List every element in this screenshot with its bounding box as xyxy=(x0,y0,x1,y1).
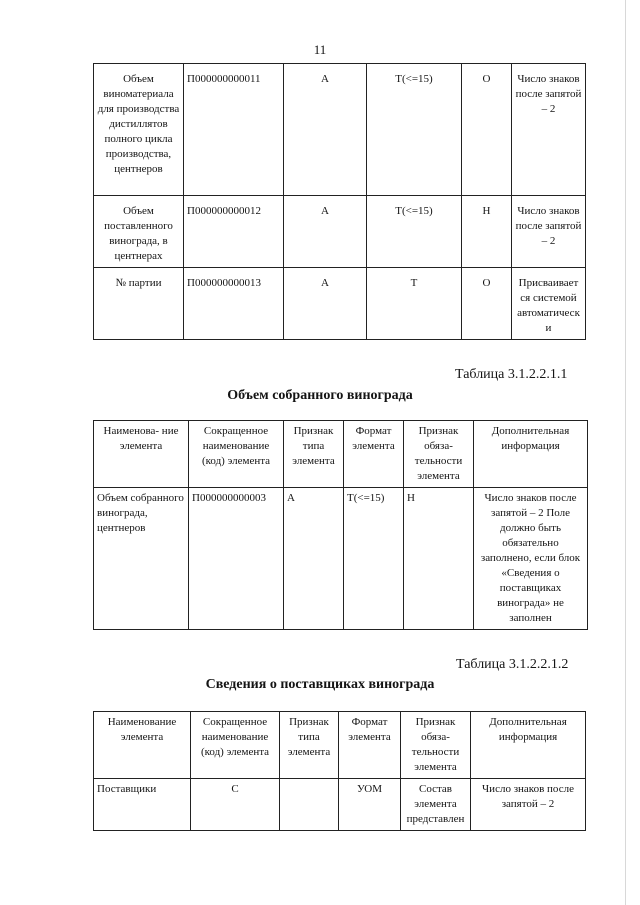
header-cell: Признак типа элемента xyxy=(280,712,339,779)
table-row xyxy=(94,488,588,630)
element-name-cell: № партии xyxy=(94,268,184,340)
element-required-cell: О xyxy=(462,64,512,196)
table-row xyxy=(94,64,586,196)
element-name-cell: Объем виноматериала для производства дистиллятов полного цикла производства, центнеров xyxy=(94,64,184,196)
element-info-cell: Присваивает ся системой автоматическ и xyxy=(512,268,586,340)
element-info-cell: Число знаков после запятой – 2 xyxy=(471,779,586,831)
element-type-cell: А xyxy=(284,64,367,196)
element-required-cell: Состав элемента представлен xyxy=(401,779,471,831)
grape-suppliers-table xyxy=(93,711,586,831)
element-format-cell: Т(<=15) xyxy=(344,488,404,630)
element-info-cell: Число знаков после запятой – 2 xyxy=(512,196,586,268)
table-caption: Таблица 3.1.2.2.1.2 xyxy=(456,657,569,672)
element-code-cell: П000000000011 xyxy=(184,64,284,196)
header-cell: Признак обяза- тельности элемента xyxy=(404,421,474,488)
page-number: 11 xyxy=(313,42,327,57)
element-code-cell: С xyxy=(191,779,280,831)
header-cell: Формат элемента xyxy=(339,712,401,779)
element-name-cell: Объем собранного винограда, центнеров xyxy=(94,488,189,630)
element-format-cell: Т xyxy=(367,268,462,340)
element-info-cell: Число знаков после запятой – 2 Поле должно быть обязательно заполнено, если блок «Сведения о поставщиках винограда» не заполнен xyxy=(474,488,588,630)
element-name-cell: Поставщики xyxy=(94,779,191,831)
header-cell: Дополнительная информация xyxy=(471,712,586,779)
table-header-row xyxy=(94,712,586,779)
page-edge-line xyxy=(625,0,640,905)
element-required-cell: Н xyxy=(404,488,474,630)
element-type-cell: А xyxy=(284,488,344,630)
element-type-cell: А xyxy=(284,268,367,340)
table-heading: Объем собранного винограда xyxy=(227,388,413,403)
table-row xyxy=(94,196,586,268)
header-cell: Наименова- ние элемента xyxy=(94,421,189,488)
collected-grapes-table xyxy=(93,420,588,630)
element-type-cell: А xyxy=(284,196,367,268)
table-heading: Сведения о поставщиках винограда xyxy=(205,677,435,692)
element-format-cell: УОМ xyxy=(339,779,401,831)
header-cell: Дополнительная информация xyxy=(474,421,588,488)
element-format-cell: Т(<=15) xyxy=(367,64,462,196)
table-row xyxy=(94,268,586,340)
element-type-cell xyxy=(280,779,339,831)
element-format-cell: Т(<=15) xyxy=(367,196,462,268)
table-caption: Таблица 3.1.2.2.1.1 xyxy=(455,367,568,382)
continued-table xyxy=(93,63,586,340)
header-cell: Сокращенное наименование (код) элемента xyxy=(189,421,284,488)
element-required-cell: Н xyxy=(462,196,512,268)
header-cell: Наименование элемента xyxy=(94,712,191,779)
element-code-cell: П000000000012 xyxy=(184,196,284,268)
element-required-cell: О xyxy=(462,268,512,340)
table-row xyxy=(94,779,586,831)
header-cell: Сокращенное наименование (код) элемента xyxy=(191,712,280,779)
header-cell: Признак обяза- тельности элемента xyxy=(401,712,471,779)
element-code-cell: П000000000013 xyxy=(184,268,284,340)
element-name-cell: Объем поставленного винограда, в центнерах xyxy=(94,196,184,268)
header-cell: Признак типа элемента xyxy=(284,421,344,488)
table-header-row xyxy=(94,421,588,488)
header-cell: Формат элемента xyxy=(344,421,404,488)
element-info-cell: Число знаков после запятой – 2 xyxy=(512,64,586,196)
element-code-cell: П000000000003 xyxy=(189,488,284,630)
